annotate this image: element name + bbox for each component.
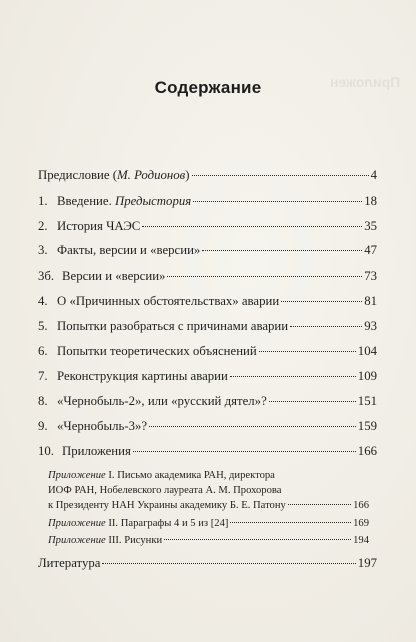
appendix-title: Рисунки <box>124 535 163 546</box>
toc-page-number: 104 <box>357 344 377 358</box>
toc-entry-1 <box>38 194 377 212</box>
toc-page-number: 166 <box>353 500 369 511</box>
toc-entry-number: 3. <box>38 243 48 257</box>
toc-entry-number: 8. <box>38 394 48 408</box>
dot-leader <box>167 276 362 277</box>
toc-entry-text: Приложения <box>62 444 131 458</box>
toc-page-number: 166 <box>357 444 377 458</box>
toc-entry-9 <box>38 419 377 437</box>
dot-leader <box>142 226 362 227</box>
toc-entry-text: Реконструкция картины аварии <box>57 369 228 383</box>
toc-page-number: 169 <box>353 518 369 529</box>
toc-entry-number: 3б. <box>38 269 55 283</box>
bleed-through-text: Приложен <box>330 74 401 90</box>
dot-leader <box>102 563 355 564</box>
dot-leader <box>290 326 362 327</box>
toc-entry-text: Литература <box>38 556 101 570</box>
toc-entry-5 <box>38 319 377 337</box>
toc-entry-7 <box>38 369 377 387</box>
dot-leader <box>288 504 351 505</box>
appendix-1-line-1 <box>48 470 369 481</box>
toc-entry-text: «Чернобыль-3»? <box>57 419 148 433</box>
toc-entry-number: 2. <box>38 219 48 233</box>
appendix-roman: III. <box>105 535 125 546</box>
toc-page-number: 159 <box>357 419 377 433</box>
toc-entry-10 <box>38 444 377 462</box>
toc-page-number: 35 <box>364 219 377 233</box>
appendix-label: Приложение <box>48 470 106 481</box>
dot-leader <box>193 201 362 202</box>
toc-entry-8 <box>38 394 377 412</box>
dot-leader <box>230 376 356 377</box>
appendix-title-continued: ИОФ РАН, Нобелевского лауреата А. М. Прохорова <box>48 485 282 496</box>
dot-leader <box>164 539 351 540</box>
toc-entry-number: 6. <box>38 344 48 358</box>
toc-entry-text: Версии и «версии» <box>62 269 166 283</box>
toc-page-number: 73 <box>364 269 377 283</box>
appendix-3 <box>48 535 369 546</box>
dot-leader <box>281 301 362 302</box>
toc-entry-number: 1. <box>38 194 48 208</box>
toc-entry-number: 5. <box>38 319 48 333</box>
appendix-roman: I. <box>105 470 118 481</box>
appendix-label: Приложение <box>48 518 106 529</box>
toc-entry-number: 10. <box>38 444 54 458</box>
dot-leader <box>259 351 356 352</box>
dot-leader <box>149 426 356 427</box>
toc-page-number: 18 <box>364 194 377 208</box>
toc-entry-text: Попытки разобраться с причинами аварии <box>57 319 289 333</box>
toc-entry-text: Факты, версии и «версии» <box>57 243 201 257</box>
dot-leader <box>192 175 369 176</box>
toc-entry-text: История ЧАЭС <box>57 219 141 233</box>
dot-leader <box>230 522 351 523</box>
appendix-1-line-3 <box>48 500 369 511</box>
toc-entry-2 <box>38 219 377 237</box>
toc-entry-text: Попытки теоретических объяснений <box>57 344 257 358</box>
toc-page-number: 47 <box>364 243 377 257</box>
toc-page-number: 151 <box>357 394 377 408</box>
appendix-2 <box>48 518 369 529</box>
toc-entry-number: 9. <box>38 419 48 433</box>
appendix-roman: II. <box>105 518 121 529</box>
appendix-title-continued: к Президенту НАН Украины академику Б. Е. Патону <box>48 500 286 511</box>
toc-entry-text: Предисловие (М. Родионов) <box>38 168 190 182</box>
dot-leader <box>133 451 356 452</box>
toc-entry-number: 4. <box>38 294 48 308</box>
toc-entry-text: Введение. Предыстория <box>57 194 192 208</box>
appendix-label: Приложение <box>48 535 106 546</box>
toc-page-number: 4 <box>370 168 377 182</box>
appendix-1-line-2 <box>48 485 369 496</box>
dot-leader <box>269 401 356 402</box>
toc-entry-number: 7. <box>38 369 48 383</box>
appendix-title: Параграфы 4 и 5 из [24] <box>120 518 229 529</box>
toc-page-number: 194 <box>353 535 369 546</box>
toc-page-number: 109 <box>357 369 377 383</box>
toc-entry-preface <box>38 168 377 186</box>
toc-entry-3b <box>38 269 377 287</box>
toc-entry-text: «Чернобыль-2», или «русский дятел»? <box>57 394 267 408</box>
appendix-title: Письмо академика РАН, директора <box>117 470 275 481</box>
toc-entry-4 <box>38 294 377 312</box>
toc-entry-text: О «Причинных обстоятельствах» аварии <box>57 294 280 308</box>
toc-page-number: 93 <box>364 319 377 333</box>
toc-page-number: 81 <box>364 294 377 308</box>
page-title: Содержание <box>154 78 262 97</box>
toc-entry-3 <box>38 243 377 261</box>
toc-entry-literature <box>38 556 377 574</box>
toc-entry-6 <box>38 344 377 362</box>
dot-leader <box>202 250 362 251</box>
toc-page-number: 197 <box>357 556 377 570</box>
